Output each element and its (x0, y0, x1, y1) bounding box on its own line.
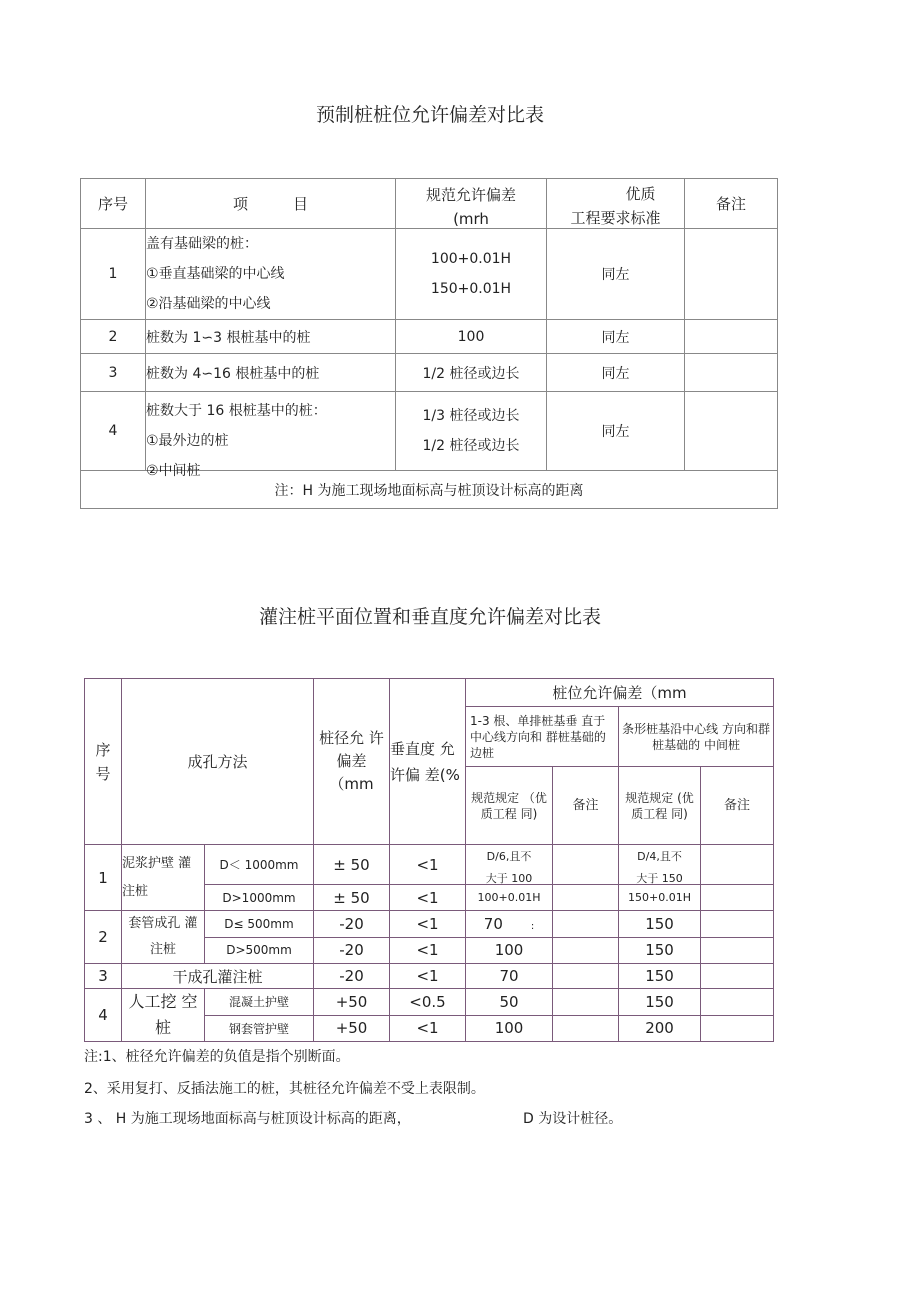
table1-note: 注：H 为施工现场地面标高与桩顶设计标高的距离 (81, 471, 778, 509)
row-spec (396, 229, 547, 320)
row-method: 人工挖 空桩 (122, 989, 205, 1042)
row-remark (685, 392, 778, 471)
spec-line: 1/2 桩径或边长 (422, 438, 520, 454)
row-b: 150 (619, 911, 701, 938)
header-vertical: 垂直度 允许偏 差(% (390, 679, 466, 845)
row-spec: 100 (396, 320, 547, 354)
header-no: 序号 (81, 179, 146, 229)
row-b: 200 (619, 1015, 701, 1042)
row-diameter: +50 (314, 1015, 390, 1042)
header-group-a: 1-3 根、单排桩基垂 直于中心线方向和 群桩基础的边桩 (466, 707, 619, 767)
row-vertical: <1 (390, 964, 466, 989)
row-remark (685, 354, 778, 392)
row-remark (685, 320, 778, 354)
row-b: 150+0.01H (619, 885, 701, 911)
row-diameter: -20 (314, 964, 390, 989)
row-remark-a (553, 845, 619, 885)
note-3: 3 、 H 为施工现场地面标高与桩顶设计标高的距离， (84, 1111, 411, 1127)
spec-line: 150+0.01H (430, 281, 512, 297)
row-a-text: 70 (483, 914, 503, 933)
row-item: 桩数为 1∽3 根桩基中的桩 (146, 320, 396, 354)
row-a: 100 (466, 937, 553, 964)
note-2: 2、采用复打、反插法施工的桩，其桩径允许偏差不受上表限制。 (84, 1081, 485, 1097)
row-diameter: ± 50 (314, 885, 390, 911)
row-b-text: D/4,且不 大于 150 (636, 849, 683, 885)
item-line: ①垂直基础梁的中心线 (146, 266, 285, 282)
item-line: ①最外边的桩 (146, 433, 229, 449)
item-line: ②中间桩 (146, 463, 201, 479)
table1-title: 预制桩桩位允许偏差对比表 (315, 104, 544, 126)
row-diameter: ± 50 (314, 845, 390, 885)
row-condition: D>1000mm (205, 885, 314, 911)
row-no: 3 (85, 964, 122, 989)
row-no: 4 (81, 392, 146, 471)
header-diameter: 桩径允 许偏差（mm (314, 679, 390, 845)
header-remark-a: 备注 (553, 767, 619, 845)
row-remark-a (553, 1015, 619, 1042)
row-b: 150 (619, 989, 701, 1016)
row-remark-b (701, 845, 774, 885)
row-remark-b (701, 911, 774, 938)
row-no: 3 (81, 354, 146, 392)
header-spec (396, 179, 547, 229)
row-a (466, 845, 553, 885)
note-3-cont: D 为设计桩径。 (523, 1111, 623, 1127)
row-remark-a (553, 911, 619, 938)
row-a: 70 (466, 964, 553, 989)
header-position: 桩位允许偏差（mm (466, 679, 774, 707)
cast-pile-table (84, 678, 774, 1042)
row-condition: D＜ 1000mm (205, 845, 314, 885)
row-a-mark: : (530, 920, 535, 932)
row-a: 100 (466, 1015, 553, 1042)
row-spec (396, 392, 547, 471)
row-a: 50 (466, 989, 553, 1016)
row-remark-b (701, 937, 774, 964)
header-quality (547, 179, 685, 229)
row-item (146, 392, 396, 479)
row-remark-a (553, 964, 619, 989)
row-vertical: <1 (390, 885, 466, 911)
row-condition: 混凝土护壁 (205, 989, 314, 1016)
row-diameter: +50 (314, 989, 390, 1016)
row-a-text: D/6,且不 大于 100 (485, 849, 533, 885)
row-remark-b (701, 885, 774, 911)
row-remark (685, 229, 778, 320)
row-no: 2 (81, 320, 146, 354)
row-quality: 同左 (547, 320, 685, 354)
row-b (619, 845, 701, 885)
row-b: 150 (619, 964, 701, 989)
row-remark-b (701, 964, 774, 989)
row-vertical: <1 (390, 845, 466, 885)
row-spec: 1/2 桩径或边长 (396, 354, 547, 392)
header-item: 项 目 (146, 179, 396, 229)
row-quality: 同左 (547, 392, 685, 471)
row-condition: D≤ 500mm (205, 911, 314, 938)
row-quality: 同左 (547, 229, 685, 320)
row-item: 桩数为 4∽16 根桩基中的桩 (146, 354, 396, 392)
row-no: 1 (81, 229, 146, 320)
row-vertical: <1 (390, 911, 466, 938)
row-remark-a (553, 937, 619, 964)
row-item (146, 229, 396, 320)
item-line: 桩数大于 16 根桩基中的桩： (146, 403, 327, 419)
row-a: 100+0.01H (466, 885, 553, 911)
item-line: ②沿基础梁的中心线 (146, 296, 271, 312)
row-remark-b (701, 1015, 774, 1042)
row-method: 干成孔灌注桩 (122, 964, 314, 989)
row-remark-a (553, 885, 619, 911)
row-b: 150 (619, 937, 701, 964)
row-vertical: <1 (390, 1015, 466, 1042)
row-vertical: <0.5 (390, 989, 466, 1016)
precast-pile-table (80, 178, 778, 509)
row-remark-b (701, 989, 774, 1016)
header-spec-b: 规范规定 (优质工程 同) (619, 767, 701, 845)
header-quality-sub: 工程要求标准 (570, 208, 661, 227)
row-diameter: -20 (314, 937, 390, 964)
header-spec-label: 规范允许偏差 (425, 185, 516, 204)
row-condition: 钢套管护壁 (205, 1015, 314, 1042)
row-no: 4 (85, 989, 122, 1042)
row-remark-a (553, 989, 619, 1016)
row-vertical: <1 (390, 937, 466, 964)
header-spec-a: 规范规定 （优质工程 同) (466, 767, 553, 845)
note-1: 注:1、桩径允许偏差的负值是指个别断面。 (84, 1049, 350, 1065)
header-quality-label: 优质 (625, 184, 656, 203)
row-condition: D>500mm (205, 937, 314, 964)
row-method: 套管成孔 灌注桩 (122, 911, 205, 964)
header-remark: 备注 (685, 179, 778, 229)
row-method: 泥浆护壁 灌注桩 (122, 845, 205, 911)
header-group-b: 条形桩基沿中心线 方向和群桩基础的 中间桩 (619, 707, 774, 767)
row-diameter: -20 (314, 911, 390, 938)
row-no: 2 (85, 911, 122, 964)
spec-line: 100+0.01H (430, 251, 512, 267)
header-remark-b: 备注 (701, 767, 774, 845)
row-no: 1 (85, 845, 122, 911)
row-a (466, 911, 553, 938)
item-line: 盖有基础梁的桩： (146, 236, 258, 252)
header-method: 成孔方法 (122, 679, 314, 845)
table2-title: 灌注桩平面位置和垂直度允许偏差对比表 (258, 606, 601, 628)
row-quality: 同左 (547, 354, 685, 392)
header-spec-unit: (mrh (453, 209, 489, 228)
spec-line: 1/3 桩径或边长 (422, 408, 520, 424)
header-no: 序号 (85, 679, 122, 845)
